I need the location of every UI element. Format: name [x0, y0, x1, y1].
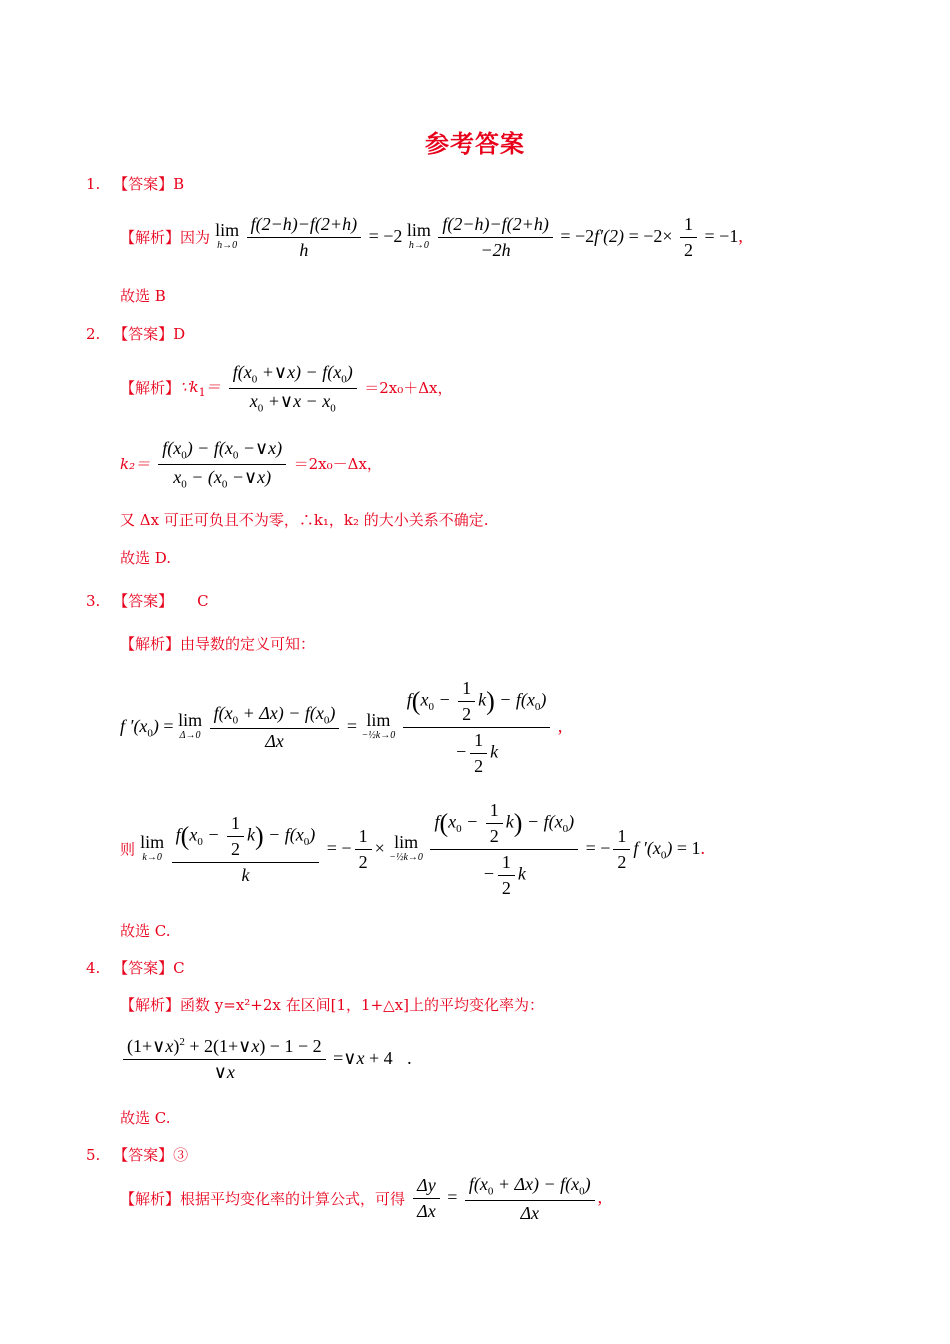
item-number: 5.	[86, 1146, 101, 1164]
conclusion-2: 故选 D.	[120, 549, 172, 567]
answer-value: C	[173, 959, 185, 977]
k1-result: ＝2x₀＋Δx，	[364, 379, 453, 398]
answer-label: 【答案】	[113, 175, 174, 193]
solution-3-formula-1	[120, 678, 562, 777]
answer-value: C	[197, 592, 209, 610]
solution-2-k1: 【解析】$\because k_1=$ $\frac{f(x_0 +\vee x) - f(x_0)}{x_0 +\vee x - x_0}$ ＝2x₀＋Δx，	[120, 362, 453, 415]
solution-4-formula	[120, 1036, 412, 1083]
conclusion-3: 故选 C.	[120, 922, 171, 940]
solution-5-formula	[120, 1174, 602, 1224]
answer-line-2	[86, 324, 185, 344]
math-expression: lim k→0 $f(x_0$ − $\frac{1}{2}$ $k) - f(x_0)$ k = − $\frac{1}{2}$ × lim −½k→0 $f(x_0$ − $\frac{1}{2}$ $k) - f(x_0)$ − $\frac{1}{2}$ k = − $\frac{1}{2}$ f $'(x_0) = 1$.	[140, 800, 705, 898]
solution-3-formula-2	[120, 800, 705, 899]
solution-4-intro	[120, 995, 544, 1015]
item-number: 4.	[86, 959, 101, 977]
page-title: 参考答案	[425, 129, 525, 158]
answer-line-4	[86, 958, 185, 978]
answer-line-5	[86, 1145, 188, 1165]
math-expression: $\frac{f(x_0) - f(x_0 -\vee x)}{x_0 - (x_0 -\vee x)}$	[155, 452, 293, 472]
note-2: 又 Δx 可正可负且不为零，∴k₁，k₂ 的大小关系不确定.	[120, 511, 489, 529]
item-number: 2.	[86, 325, 101, 343]
jiexi-text: 函数 y=x²+2x 在区间[1，1+△x]上的平均变化率为：	[180, 996, 544, 1014]
jiexi-text: 因为	[180, 228, 211, 247]
math-expression: $\frac{(1+\vee x)^2 + 2(1+\vee x) - 1 - 2}{\vee x}$ =∨x + 4 .	[120, 1048, 412, 1068]
math-expression: f $'(x_0) = \lim$ Δ→0 $\frac{f(x_0 + \Delta x) - f(x_0)}{\Delta x}$ = lim −½k→0 $f(x_0$ − $\frac{1}{2}$ $k) - f(x_0)$ − $\frac{1}{2}$ k ,	[120, 678, 563, 776]
then-label: 则	[120, 840, 136, 859]
jiexi-label: 【解析】	[120, 228, 181, 247]
conclusion-1: 故选 B	[120, 287, 166, 305]
conclusion-4: 故选 C.	[120, 1109, 171, 1127]
math-expression: lim h→0 $\frac{f(2-h)-f(2+h)}{h}$ = −2 lim h→0 $\frac{f(2-h)-f(2+h)}{-2h}$ = −2f′(2) = −2× $\frac{1}{2}$ = −1,	[215, 214, 743, 260]
answer-value: D	[173, 325, 186, 343]
math-expression: $\frac{\Delta y}{\Delta x}$ = $\frac{f(x_0 + \Delta x) - f(x_0)}{\Delta x}$ ,	[410, 1187, 602, 1207]
jiexi-label: 【解析】	[120, 635, 181, 653]
k2-result: ＝2x₀－Δx，	[293, 455, 382, 474]
item-number: 1.	[86, 175, 101, 193]
solution-3-intro	[120, 634, 315, 654]
math-expression: $\frac{f(x_0 +\vee x) - f(x_0)}{x_0 +\vee x - x_0}$	[226, 376, 364, 396]
answer-line-3	[86, 591, 209, 611]
solution-1-formula	[120, 214, 743, 261]
jiexi-text: 由导数的定义可知：	[180, 635, 316, 653]
k2-head: k₂＝	[120, 455, 151, 474]
answer-label: 【答案】	[113, 1146, 174, 1164]
answer-label: 【答案】	[113, 325, 174, 343]
item-number: 3.	[86, 592, 101, 610]
jiexi-label: 【解析】	[120, 379, 181, 398]
jiexi-label: 【解析】	[120, 1189, 181, 1208]
jiexi-label: 【解析】	[120, 996, 181, 1014]
answer-line-1	[86, 174, 184, 194]
answer-value: ③	[173, 1146, 189, 1164]
answer-label: 【答案】	[113, 959, 174, 977]
jiexi-text: 根据平均变化率的计算公式，可得	[180, 1189, 406, 1208]
solution-2-k2	[120, 438, 382, 490]
answer-label: 【答案】	[113, 592, 174, 610]
answer-value: B	[173, 175, 185, 193]
